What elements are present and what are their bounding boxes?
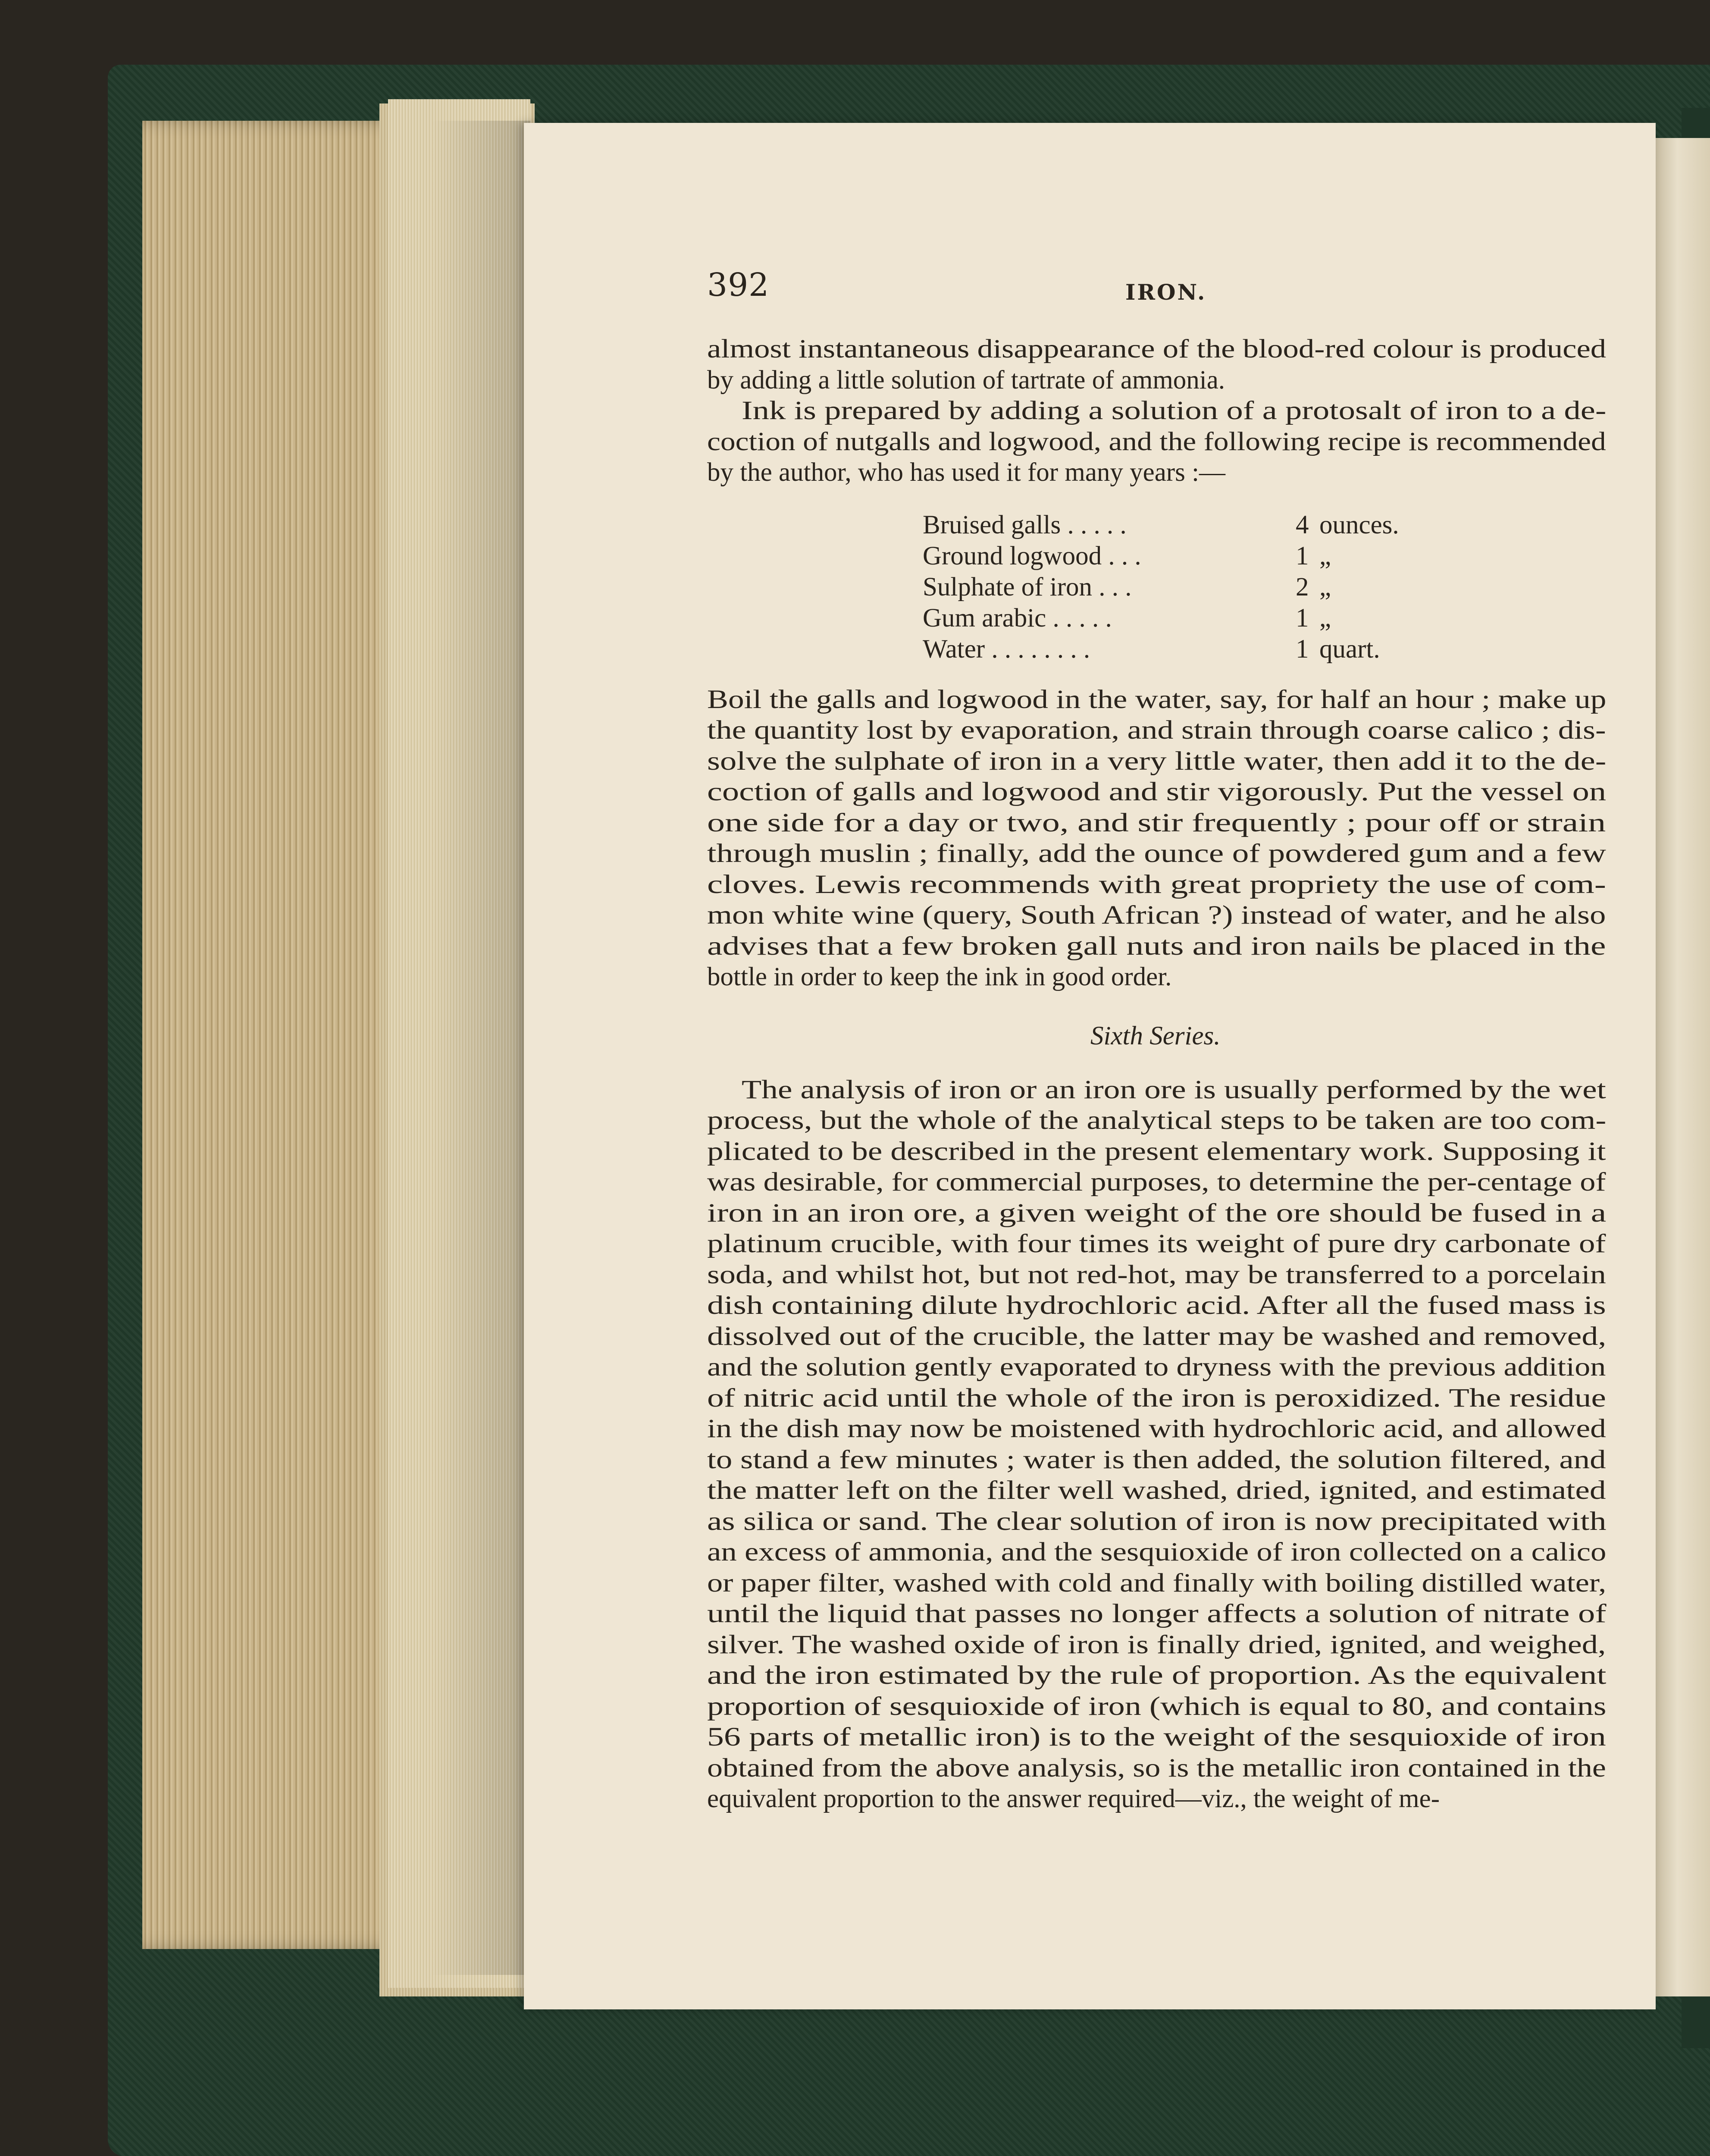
recipe-item: Gum arabic . . . . . — [923, 603, 1112, 633]
paragraph4-line: an excess of ammonia, and the sesquioxide of iron collected on a calico — [707, 1538, 1607, 1567]
paragraph4-line: in the dish may now be moistened with hydrochloric acid, and allowed — [707, 1414, 1606, 1443]
paragraph4-line: was desirable, for commercial purposes, to determine the per-centage of — [707, 1168, 1606, 1197]
recipe-item: Ground logwood . . . — [923, 541, 1141, 570]
recipe-item: Sulphate of iron . . . — [923, 572, 1132, 602]
paragraph4-line: dish containing dilute hydrochloric acid. After all the fused mass is — [707, 1291, 1606, 1320]
paragraph3-line: the quantity lost by evaporation, and strain through coarse calico ; dis- — [707, 716, 1606, 745]
paragraph3-line: Boil the galls and logwood in the water, say, for half an hour ; make up — [707, 685, 1607, 714]
paragraph3-line: solve the sulphate of iron in a very little water, then add it to the de- — [707, 746, 1607, 776]
paragraph4-line: obtained from the above analysis, so is the metallic iron contained in the — [707, 1753, 1606, 1783]
paragraph4-line: or paper filter, washed with cold and finally with boiling distilled water, — [707, 1568, 1607, 1598]
paragraph3-line: bottle in order to keep the ink in good order. — [707, 962, 1172, 991]
paragraph1-line: almost instantaneous disappearance of the blood-red colour is produced — [707, 335, 1607, 364]
paragraph4-line: The analysis of iron or an iron ore is usually performed by the wet — [742, 1075, 1606, 1104]
recipe-quantity: 1 — [1296, 634, 1309, 664]
paragraph4-line: soda, and whilst hot, but not red-hot, may be transferred to a porcelain — [707, 1260, 1606, 1289]
recipe-unit: ounces. — [1319, 510, 1399, 539]
paragraph3-line: cloves. Lewis recommends with great propriety the use of com- — [707, 870, 1607, 899]
paragraph2-line: by the author, who has used it for many years :— — [707, 458, 1226, 487]
paragraph4-line: of nitric acid until the whole of the iron is peroxidized. The residue — [707, 1383, 1606, 1413]
paragraph4-line: iron in an iron ore, a given weight of the ore should be fused in a — [707, 1198, 1607, 1228]
gutter-shadow — [431, 121, 530, 1975]
paragraph4-line: the matter left on the filter well washed, dried, ignited, and estimated — [707, 1476, 1606, 1505]
paragraph3-line: coction of galls and logwood and stir vigorously. Put the vessel on — [707, 777, 1607, 806]
recipe-unit: „ — [1319, 572, 1331, 602]
paragraph4-line: and the iron estimated by the rule of proportion. As the equivalent — [707, 1661, 1607, 1690]
paragraph4-line: as silica or sand. The clear solution of iron is now precipitated with — [707, 1507, 1607, 1536]
paragraph4-line: proportion of sesquioxide of iron (which is equal to 80, and contains — [707, 1692, 1607, 1721]
recipe-unit: quart. — [1319, 634, 1380, 664]
paragraph3-line: one side for a day or two, and stir frequently ; pour off or strain — [707, 808, 1606, 837]
recipe-quantity: 4 — [1296, 510, 1309, 539]
recipe-item: Bruised galls . . . . . — [923, 510, 1127, 539]
paragraph4-line: to stand a few minutes ; water is then added, the solution filtered, and — [707, 1445, 1606, 1474]
paragraph3-line: advises that a few broken gall nuts and iron nails be placed in the — [707, 931, 1606, 961]
recipe-quantity: 2 — [1296, 572, 1309, 602]
paragraph4-line: plicated to be described in the present elementary work. Supposing it — [707, 1137, 1606, 1166]
paragraph4-line: equivalent proportion to the answer required—viz., the weight of me- — [707, 1784, 1440, 1813]
paragraph4-line: dissolved out of the crucible, the latter may be washed and removed, — [707, 1322, 1607, 1351]
paragraph4-line: process, but the whole of the analytical steps to be taken are too com- — [707, 1106, 1607, 1135]
section-heading: Sixth Series. — [1090, 1021, 1221, 1050]
recipe-unit: „ — [1319, 603, 1331, 633]
running-head: IRON. — [1125, 279, 1207, 305]
paragraph4-line: 56 parts of metallic iron) is to the weight of the sesquioxide of iron — [707, 1723, 1606, 1752]
paragraph3-line: through muslin ; finally, add the ounce of powdered gum and a few — [707, 839, 1606, 868]
paragraph2-line: Ink is prepared by adding a solution of a protosalt of iron to a de- — [742, 396, 1607, 425]
paragraph4-line: silver. The washed oxide of iron is finally dried, ignited, and weighed, — [707, 1630, 1606, 1659]
recipe-item: Water . . . . . . . . — [923, 634, 1090, 664]
paragraph3-line: mon white wine (query, South African ?) instead of water, and he also — [707, 901, 1606, 930]
paragraph4-line: platinum crucible, with four times its weight of pure dry carbonate of — [707, 1229, 1606, 1258]
recipe-quantity: 1 — [1296, 603, 1309, 633]
recipe-quantity: 1 — [1296, 541, 1309, 570]
paragraph2-line: coction of nutgalls and logwood, and the following recipe is recommended — [707, 427, 1606, 456]
paragraph1-line: by adding a little solution of tartrate of ammonia. — [707, 365, 1225, 395]
paragraph4-line: until the liquid that passes no longer affects a solution of nitrate of — [707, 1599, 1607, 1628]
recipe-unit: „ — [1319, 541, 1331, 570]
page-number: 392 — [707, 266, 770, 304]
facing-page-sliver — [1656, 138, 1710, 1996]
paragraph4-line: and the solution gently evaporated to dryness with the previous addition — [707, 1353, 1606, 1382]
